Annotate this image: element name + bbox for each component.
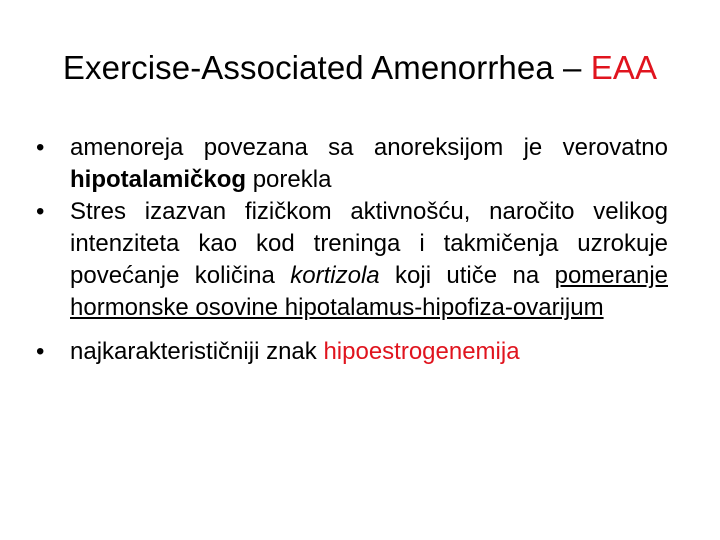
bullet-item-3 xyxy=(36,336,668,368)
title-main-text: Exercise-Associated Amenorrhea – xyxy=(62,49,591,86)
bullet-2-underlined-text: pomeranje hormonske osovine hipotalamus-hipofiza-ovarijum xyxy=(70,262,669,321)
bullet-item-1 xyxy=(36,132,668,196)
bullet-1-text-part1: amenoreja povezana sa anoreksijom je verovatno xyxy=(70,134,668,161)
bullet-2-italic-text: kortizola xyxy=(290,262,380,289)
bullet-2-text-part1: Stres izazvan fizičkom aktivnošću, naročito velikog intenziteta kao kod treninga i takmičenja uzrokuje povećanje količina xyxy=(70,198,668,289)
title-accent-text: EAA xyxy=(590,49,658,86)
bullet-list xyxy=(36,132,668,368)
bullet-3-text-part1: najkarakterističniji znak xyxy=(70,338,324,365)
bullet-dot-icon: • xyxy=(36,338,45,365)
bullet-dot-icon: • xyxy=(36,134,45,161)
bullet-1-bold-text: hipotalamičkog xyxy=(70,166,247,193)
bullet-item-2 xyxy=(36,196,668,324)
bullet-2-text-part2: koji utiče na xyxy=(379,262,555,289)
slide-title xyxy=(0,48,720,88)
bullet-1-text-part2: porekla xyxy=(246,166,332,193)
bullet-3-accent-text: hipoestrogenemija xyxy=(323,338,520,365)
bullet-dot-icon: • xyxy=(36,198,45,225)
